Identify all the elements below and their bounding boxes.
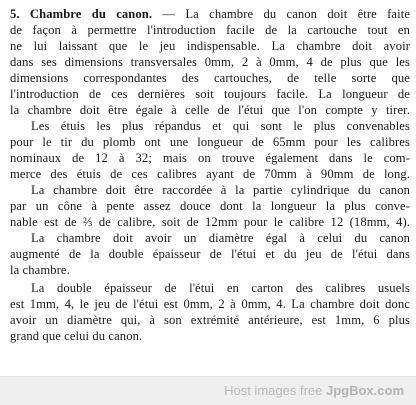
section-heading: [10, 7, 152, 21]
text-line-21: grand que celui du canon.: [10, 329, 143, 343]
footer-text: Host images free: [224, 383, 323, 398]
text-line-14: nable est de ⅔ de calibre, soit de 12mm pour le calibre 12 (18mm, 4).: [10, 215, 410, 229]
section-title: Chambre du canon.: [29, 7, 153, 21]
section-number: 5.: [10, 7, 20, 21]
text-line-12: La chambre doit être raccordée à la partie cylindrique du canon: [31, 183, 410, 197]
text-line-2: de façon à permettre l'introduction facile de la cartouche tout en: [10, 23, 410, 37]
text-line-1-rest: — La chambre du canon doit être faite: [152, 7, 411, 21]
text-line-17: la chambre.: [10, 263, 70, 277]
text-line-20: avoir un diamètre qui, à son extrémité antérieure, est 1mm, 6 plus: [10, 313, 410, 327]
text-line-9: pour le tir du plomb ont une longueur de 65mm pour les calibres: [10, 135, 410, 149]
footer-bar: [0, 376, 416, 405]
text-line-6: l'introduction de ces dernières soit toujours facile. La longueur de: [10, 87, 410, 101]
text-line-18: La double épaisseur de l'étui en carton des calibres usuels: [31, 281, 410, 295]
text-line-7: la chambre doit être égale à celle de l'étui que l'on compte y tirer.: [10, 103, 410, 117]
text-line-8: Les étuis les plus répandus et qui sont le plus convenables: [31, 119, 410, 133]
text-line-1: [10, 6, 410, 22]
text-line-11: merce des étuis de ces calibres ayant de 70mm à 90mm de long.: [10, 167, 410, 181]
text-line-16: augmenté de la double épaisseur de l'étui et du jeu de l'étui dans: [10, 247, 410, 261]
text-line-15: La chambre doit avoir un diamètre égal à celui du canon: [31, 231, 410, 245]
text-line-3: ne lui laissant que le jeu indispensable. La chambre doit avoir: [10, 39, 410, 53]
text-line-4: dans ses dimensions transversales 0mm, 2 à 0mm, 4 de plus que les: [10, 55, 410, 69]
footer-watermark[interactable]: [224, 383, 404, 398]
text-line-10: nominaux de 12 à 32; mais on trouve également dans le com-: [10, 151, 410, 165]
text-line-13: par un cône à pente assez douce dont la longueur la plus conve-: [10, 199, 410, 213]
text-line-5: dimensions correspondantes des cartouches, de telle sorte que: [10, 71, 410, 85]
text-line-19: est 1mm, 4, le jeu de l'étui est 0mm, 2 à 0mm, 4. La chambre doit donc: [10, 297, 410, 311]
footer-brand: JpgBox.com: [325, 383, 404, 398]
